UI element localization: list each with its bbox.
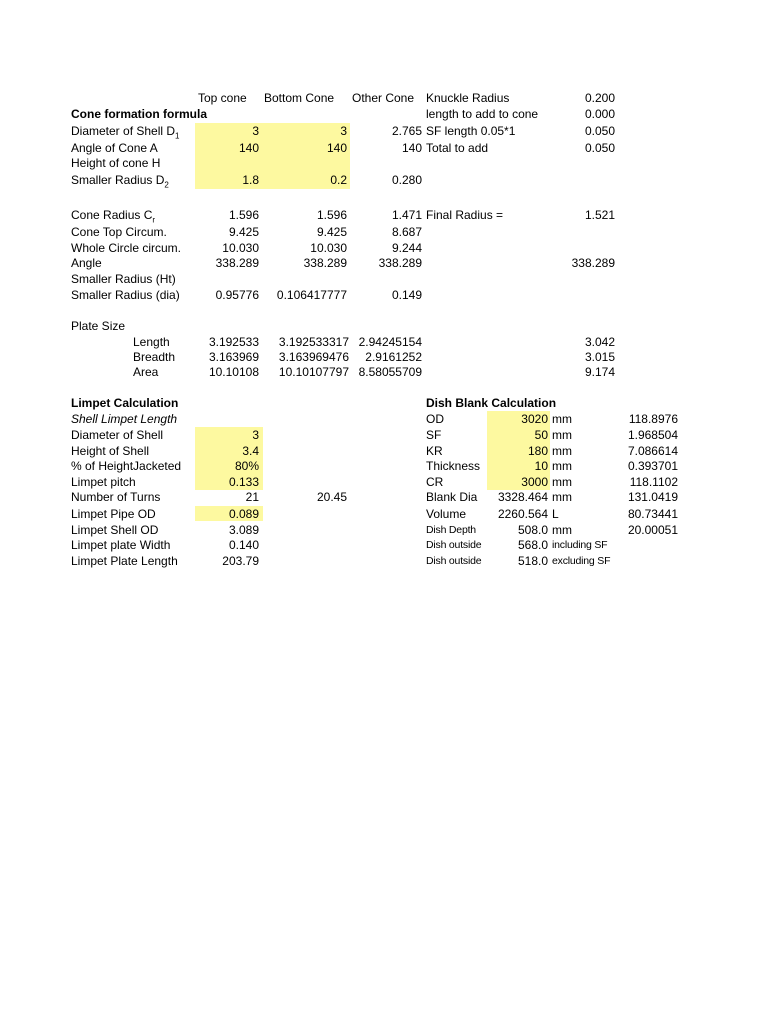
dish-row-label: Volume (426, 507, 467, 521)
dish-value[interactable]: 3000 (521, 475, 548, 489)
dish-extra[interactable]: 80.73441 (627, 507, 678, 521)
cone-cell[interactable]: 0.280 (391, 173, 422, 187)
plate-row-label: Breadth (133, 350, 176, 364)
angle-right-value[interactable]: 338.289 (571, 256, 615, 270)
limpet-value[interactable]: 21 (245, 490, 259, 504)
limpet-row-label: Height of Shell (71, 444, 150, 458)
cone-row-label: Angle (71, 256, 102, 270)
cone-row-label: Smaller Radius $D_2$ (71, 173, 169, 190)
limpet-row-label: Limpet Plate Length (71, 554, 178, 568)
dish-unit: mm (552, 523, 572, 537)
plate-cell[interactable]: 9.174 (584, 365, 615, 379)
limpet-subtitle: Shell Limpet Length (71, 412, 178, 426)
knuckle-label: SF length 0.05*1 (426, 124, 516, 138)
dish-row-label: CR (426, 475, 444, 489)
cone-cell[interactable]: 1.8 (242, 173, 259, 187)
plate-cell[interactable]: 3.163969 (208, 350, 259, 364)
cone-cell[interactable]: 338.289 (215, 256, 259, 270)
dish-extra[interactable]: 118.8976 (628, 412, 678, 426)
plate-cell[interactable]: 8.58055709 (358, 365, 422, 379)
dish-value[interactable]: 50 (534, 428, 548, 442)
cone-cell[interactable]: 1.471 (391, 208, 422, 222)
limpet-row-label: Limpet Pipe OD (71, 507, 156, 521)
plate-cell[interactable]: 3.015 (584, 350, 615, 364)
limpet-row-label: Limpet plate Width (71, 538, 171, 552)
cone-cell[interactable]: 0.106417777 (276, 288, 347, 302)
limpet-row-label: Diameter of Shell (71, 428, 164, 442)
cone-cell[interactable]: 140 (238, 141, 259, 155)
knuckle-value[interactable]: 0.050 (584, 124, 615, 138)
cone-cell[interactable]: 8.687 (391, 225, 422, 239)
knuckle-label: Total to add (426, 141, 489, 155)
cone-row-label: Smaller Radius (dia) (71, 288, 180, 302)
dish-value[interactable]: 508.0 (517, 523, 548, 537)
cone-cell[interactable]: 0.149 (391, 288, 422, 302)
knuckle-value[interactable]: 0.050 (584, 141, 615, 155)
dish-extra[interactable]: 1.968504 (627, 428, 678, 442)
cone-cell[interactable]: 140 (326, 141, 347, 155)
dish-extra[interactable]: 0.393701 (627, 459, 678, 473)
limpet-row-label: Number of Turns (71, 490, 161, 504)
cone-cell[interactable]: 338.289 (378, 256, 422, 270)
cone-row-label: Whole Circle circum. (71, 241, 182, 255)
dish-unit: mm (552, 459, 572, 473)
plate-cell[interactable]: 3.163969476 (278, 350, 349, 364)
cone-cell[interactable]: 9.425 (228, 225, 259, 239)
dish-row-label: OD (426, 412, 444, 426)
limpet-value[interactable]: 203.79 (222, 554, 259, 568)
final-radius-label: Final Radius = (426, 208, 504, 222)
cone-row-label: Diameter of Shell $D_1$ (71, 124, 180, 141)
dish-unit: excluding SF (552, 555, 611, 567)
dish-extra[interactable]: 118.1102 (629, 475, 678, 489)
plate-cell[interactable]: 2.9161252 (365, 350, 422, 364)
dish-title: Dish Blank Calculation (426, 396, 557, 410)
dish-value[interactable]: 3328.464 (497, 490, 548, 504)
limpet-row-label: % of HeightJacketed (71, 459, 182, 473)
cone-cell[interactable]: 9.425 (316, 225, 347, 239)
col-header-other-cone: Other Cone (352, 91, 415, 105)
limpet-value[interactable]: 80% (234, 459, 259, 473)
limpet-value[interactable]: 0.133 (228, 475, 259, 489)
cone-cell[interactable]: 1.596 (316, 208, 347, 222)
limpet-row-label: Limpet pitch (71, 475, 136, 489)
dish-value[interactable]: 3020 (521, 412, 548, 426)
limpet-value[interactable]: 0.140 (228, 538, 259, 552)
dish-row-label: Dish Depth (426, 524, 476, 536)
cone-row-label: Angle of Cone A (71, 141, 158, 155)
plate-row-label: Length (133, 335, 170, 349)
dish-value[interactable]: 10 (534, 459, 548, 473)
dish-value[interactable]: 518.0 (517, 554, 548, 568)
limpet-value[interactable]: 3.089 (228, 523, 259, 537)
cone-cell[interactable]: 140 (401, 141, 422, 155)
limpet-value[interactable]: 3.4 (242, 444, 259, 458)
dish-value[interactable]: 568.0 (517, 538, 548, 552)
cone-cell[interactable]: 9.244 (391, 241, 422, 255)
cone-cell[interactable]: 10.030 (222, 241, 259, 255)
dish-unit: L (552, 507, 559, 521)
cone-cell[interactable]: 1.596 (228, 208, 259, 222)
cone-row-label: Cone Top Circum. (71, 225, 167, 239)
dish-unit: mm (552, 412, 572, 426)
col-header-top-cone: Top cone (198, 91, 247, 105)
dish-value[interactable]: 2260.564 (497, 507, 548, 521)
cone-section-title: Cone formation formula (71, 107, 208, 121)
cone-row-label: Smaller Radius (Ht) (71, 272, 176, 286)
limpet-value[interactable]: 0.089 (228, 507, 259, 521)
dish-unit: including SF (552, 539, 608, 551)
cone-cell[interactable]: 2.765 (391, 124, 422, 138)
dish-extra[interactable]: 131.0419 (627, 490, 678, 504)
dish-unit: mm (552, 490, 572, 504)
dish-row-label: SF (426, 428, 442, 442)
plate-cell[interactable]: 2.94245154 (358, 335, 422, 349)
knuckle-value[interactable]: 0.000 (584, 107, 615, 121)
plate-row-label: Area (133, 365, 159, 379)
dish-unit: mm (552, 475, 572, 489)
col-header-bottom-cone: Bottom Cone (264, 91, 335, 105)
limpet-extra[interactable]: 20.45 (316, 490, 347, 504)
plate-size-title: Plate Size (71, 319, 126, 333)
dish-row-label: Thickness (426, 459, 481, 473)
dish-extra[interactable]: 7.086614 (627, 444, 678, 458)
cone-cell[interactable]: 10.030 (310, 241, 347, 255)
limpet-title: Limpet Calculation (71, 396, 179, 410)
cone-row-label: Height of cone H (71, 156, 161, 170)
plate-cell[interactable]: 3.042 (584, 335, 615, 349)
plate-cell[interactable]: 10.10108 (208, 365, 259, 379)
plate-cell[interactable]: 3.192533 (208, 335, 259, 349)
knuckle-value[interactable]: 0.200 (584, 91, 615, 105)
cone-cell[interactable]: 0.2 (330, 173, 347, 187)
dish-unit: mm (552, 428, 572, 442)
dish-row-label: Dish outside (426, 555, 482, 567)
limpet-value[interactable]: 3 (252, 428, 259, 442)
cone-cell[interactable]: 338.289 (303, 256, 347, 270)
dish-row-label: KR (426, 444, 443, 458)
cone-row-label: Cone Radius $C_r$ (71, 208, 156, 225)
limpet-row-label: Limpet Shell OD (71, 523, 159, 537)
final-radius-value[interactable]: 1.521 (584, 208, 615, 222)
cone-cell[interactable]: 0.95776 (215, 288, 259, 302)
dish-row-label: Blank Dia (426, 490, 478, 504)
dish-extra[interactable]: 20.00051 (627, 523, 678, 537)
knuckle-label: Knuckle Radius (426, 91, 510, 105)
cone-cell[interactable]: 3 (340, 124, 347, 138)
cone-cell[interactable]: 3 (252, 124, 259, 138)
dish-value[interactable]: 180 (527, 444, 548, 458)
knuckle-label: length to add to cone (426, 107, 539, 121)
plate-cell[interactable]: 3.192533317 (278, 335, 349, 349)
dish-unit: mm (552, 444, 572, 458)
dish-row-label: Dish outside (426, 539, 482, 551)
plate-cell[interactable]: 10.10107797 (278, 365, 349, 379)
